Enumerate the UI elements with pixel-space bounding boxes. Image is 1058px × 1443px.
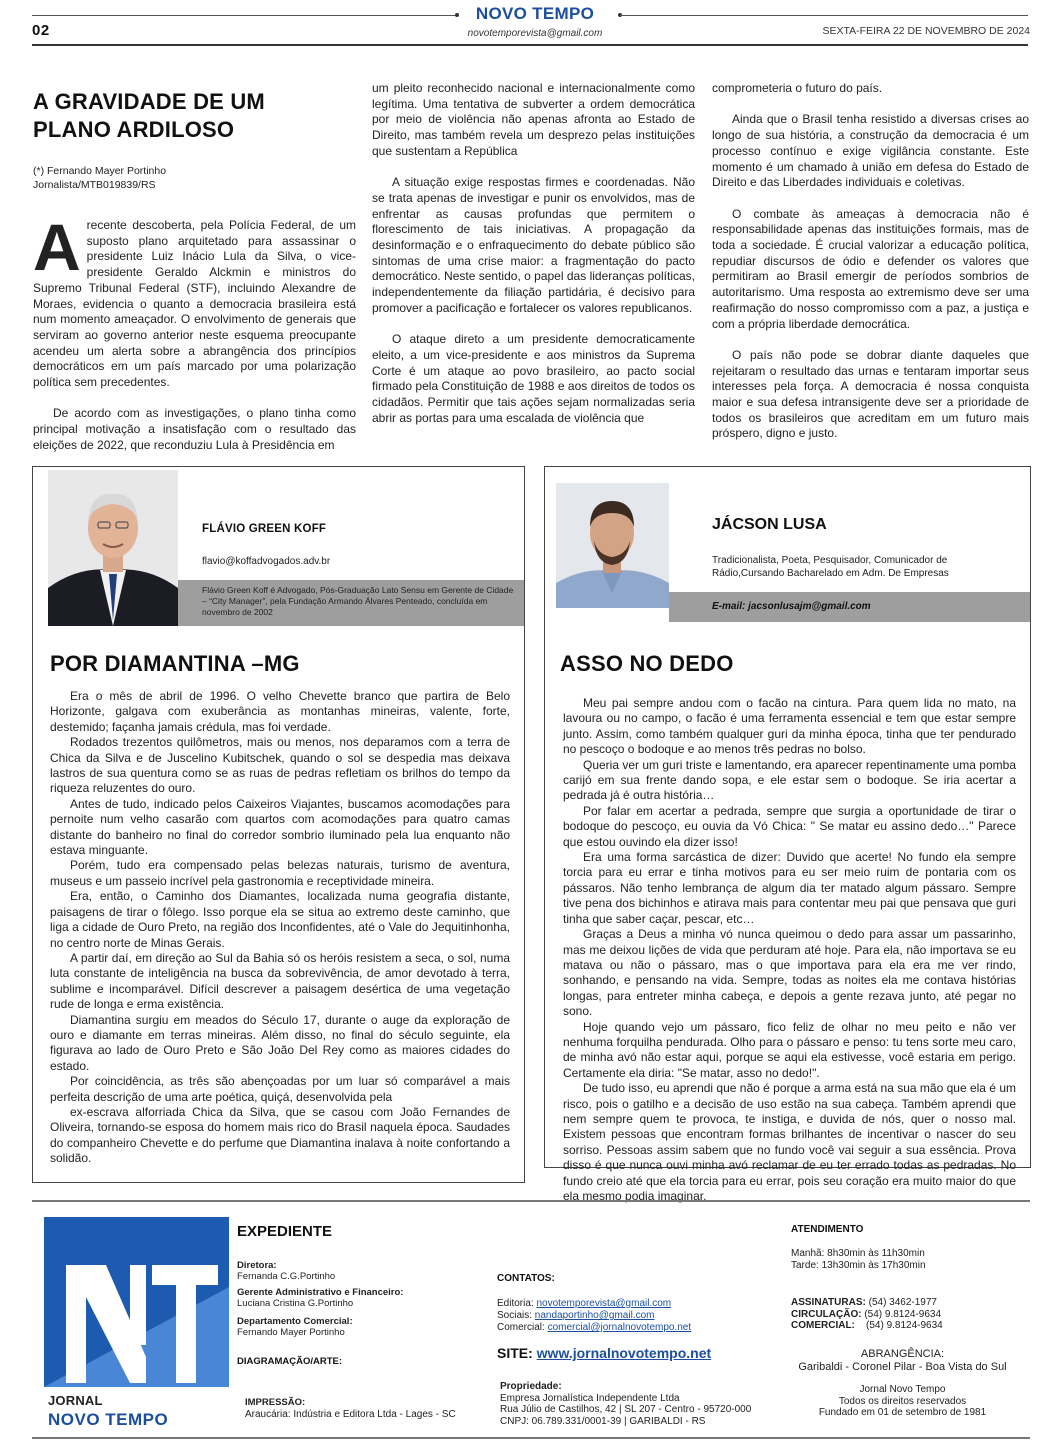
atendimento-heading: ATENDIMENTO	[791, 1224, 864, 1235]
contatos-list	[497, 1298, 691, 1334]
page-number: 02	[32, 22, 50, 39]
staff-value: Luciana Cristina G.Portinho	[237, 1298, 354, 1309]
prop-line: Empresa Jornalística Independente Ltda	[500, 1392, 680, 1404]
contact-label: Editoria:	[497, 1298, 534, 1309]
editoria-email-link[interactable]: novotemporevista@gmail.com	[536, 1298, 672, 1309]
drop-cap: A	[33, 210, 81, 284]
header-divider	[32, 44, 1028, 46]
hours-morning: Manhã: 8h30min às 11h30min	[791, 1248, 925, 1259]
columnist-name: FLÁVIO GREEN KOFF	[202, 523, 327, 535]
staff-label: Diretora:	[237, 1260, 277, 1271]
contatos-heading: CONTATOS:	[497, 1273, 555, 1284]
editorial-paragraph: De acordo com as investigações, o plano tinha como principal motivação a insatisfação com o resultado das eleições de 2022, que reconduziu Lula à Presidência em	[33, 406, 356, 452]
editorial-paragraph: um pleito reconhecido nacional e internacionalmente como legítima. Uma tentativa de subverter a ordem democrática por meio de violência não apenas afronta ao Estado de Direito, mas também revela um desprezo pelas instituições que sustentam a República	[372, 81, 695, 158]
article-paragraph: Meu pai sempre andou com o facão na cintura. Para quem lida no mato, na lavoura ou no campo, o facão é uma ferramenta essencial e tem que estar sempre junto. Assim, como também qualquer guri da minha época, tinha que ter pendurado no pescoço o bodoque e ao menos três pedras no bolso.	[563, 696, 1016, 757]
paper-title: NOVO TEMPO	[475, 4, 595, 23]
editorial-paragraph: Ainda que o Brasil tenha resistido a diversas crises ao longo de sua história, a construção da democracia é um processo contínuo e exige vigilância constante. Este momento é um chamado à união em defesa do Estado de Direito e das Liberdades individuais e coletivas.	[712, 112, 1029, 190]
abrangencia-label: ABRANGÊNCIA:	[860, 1348, 945, 1360]
columnist-photo	[556, 483, 669, 608]
site-link[interactable]: www.jornalnovotempo.net	[536, 1345, 712, 1361]
propriedade-block	[500, 1381, 751, 1427]
contact-label: Sociais:	[497, 1310, 533, 1321]
article-paragraph: Diamantina surgiu em meados do Século 17, durante o auge da exploração de ouro e diamante em terras mineiras. Além disso, no final do século seguinte, ela figurava ao lado de Ouro Preto e São João Del Rey como as maiores cidades do estado.	[50, 1012, 510, 1073]
abrangencia-block	[780, 1348, 1025, 1374]
copyright-line: Todos os direitos reservados	[838, 1395, 967, 1407]
staff-label: Departamento Comercial:	[237, 1316, 353, 1327]
editorial-paragraph: O país não pode se dobrar diante daqueles que rejeitaram o resultado das urnas e tentaram importar seus interesses pela força. A democracia é nossa conquista maior e sua defesa intransigente deve ser a prioridade de todos os brasileiros que acreditam em um futuro mais próspero, digno e justo.	[712, 347, 1029, 441]
header-rule-right	[620, 15, 1028, 16]
article-paragraph: Hoje quando vejo um pássaro, fico feliz de olhar no meu peito e não ver nenhuma forquilha pendurada. Olho para o pássaro e penso: tu tens sorte meu caro, de minha avó não estar aqui, porque se aqui ela estivesse, você estaria em perigo. Certamente ela diria: "Se matar, asso no dedo!".	[563, 1019, 1016, 1080]
columnist-name: JÁCSON LUSA	[712, 516, 827, 533]
expediente-heading: EXPEDIENTE	[237, 1223, 333, 1240]
article-paragraph: Era uma forma sarcástica de dizer: Duvido que acerte! No fundo ela sempre torcia para eu errar e tinha motivos para eu ser meio ruim de pontaria com os pássaros. Não tenho lembrança de algum dia ter matado algum pássaro. Sempre tive pena dos bichinhos e atirava mais para contentar meu pai que pensava que guri tinha que saber caçar, pescar, etc…	[563, 850, 1016, 926]
article-body	[50, 689, 510, 1167]
staff-departamento	[237, 1316, 353, 1338]
article-body	[563, 696, 1016, 1204]
prop-line: Rua Júlio de Castilhos, 42 | SL 207 - Centro - 95720-000	[500, 1404, 752, 1415]
editorial-author	[33, 164, 166, 192]
phone-label: COMERCIAL:	[791, 1320, 855, 1331]
footer-divider	[32, 1200, 1030, 1202]
author-name: (*) Fernando Mayer Portinho	[33, 165, 167, 177]
comercial-email-link[interactable]: comercial@jornalnovotempo.net	[547, 1322, 692, 1333]
article-paragraph: Rodados trezentos quilômetros, mais ou menos, nos deparamos com a terra de Chica da Silva e de Juscelino Kubitschek, quando o sol se despedia mas deixava lastros de sua quentura como se as ruas de pedras refletiam os brilhos do tempo da riqueza reluzentes do ouro.	[50, 735, 510, 796]
article-paragraph: Era, então, o Caminho dos Diamantes, localizada numa geografia distante, paisagens de tirar o fôlego. Isso porque ela se situa ao extremo deste caminho, que liga a cidade de Ouro Preto, na região dos Inconfidentes, até o Vale do Jequitinhonha, no centro norte de Minas Gerais.	[50, 889, 510, 950]
columnist-photo	[48, 470, 178, 626]
article-title: POR DIAMANTINA –MG	[50, 651, 300, 676]
staff-impressao	[245, 1397, 456, 1421]
abrangencia-value: Garibaldi - Coronel Pilar - Boa Vista do Sul	[798, 1361, 1007, 1373]
hours-afternoon: Tarde: 13h30min às 17h30min	[791, 1260, 926, 1271]
atendimento-hours	[791, 1248, 926, 1272]
contact-label: Comercial:	[497, 1322, 545, 1333]
editorial-paragraph: O combate às ameaças à democracia não é responsabilidade apenas das instituições formais, mas de toda a sociedade. É crucial valorizar a educação política, repudiar discursos de ódio e defender os valores que permitiram ao Brasil emergir de períodos sombrios de autoritarismo. Uma resposta ao extremismo deve ser uma reafirmação do nosso compromisso com a paz, a justiça e com a própria liberdade democrática.	[712, 206, 1029, 331]
staff-value: Fernanda C.G.Portinho	[237, 1271, 336, 1282]
prop-line: CNPJ: 06.789.331/0001-39 | GARIBALDI - RS	[500, 1415, 706, 1427]
phone-value: (54) 9.8124-9634	[866, 1320, 943, 1331]
article-paragraph: Porém, tudo era compensado pelas belezas naturais, turismo de aventura, museus e um passeio incrível pela gastronomia e receptividade mineira.	[50, 858, 510, 888]
site-line	[497, 1345, 711, 1361]
staff-diretora	[237, 1260, 335, 1282]
footer-bottom-rule	[32, 1437, 1030, 1439]
site-label: SITE:	[497, 1345, 533, 1361]
staff-gerente	[237, 1287, 403, 1309]
editorial-paragraph	[33, 210, 356, 391]
staff-label: Gerente Administrativo e Financeiro:	[237, 1287, 404, 1298]
article-paragraph: A partir daí, em direção ao Sul da Bahia só os heróis resistem a seca, o sol, numa luta constante de inteligência na busca da sobrevivência, de amor devotado à terra, sublime e incomparável. Difícil descrever a paisagem desértica de uma vegetação rude de longa e erma existência.	[50, 950, 510, 1012]
staff-value: Araucária: Indústria e Editora Ltda - Lages - SC	[245, 1409, 456, 1420]
logo-label-jornal: JORNAL	[48, 1393, 103, 1408]
phone-label: CIRCULAÇÃO:	[791, 1308, 862, 1320]
phone-label: ASSINATURAS:	[791, 1297, 866, 1308]
copyright-block	[780, 1384, 1025, 1419]
article-title: ASSO NO DEDO	[560, 651, 734, 676]
editorial-title: A GRAVIDADE DE UM PLANO ARDILOSO	[33, 89, 265, 142]
logo-label-novo-tempo: NOVO TEMPO	[48, 1410, 169, 1429]
editorial-column-2	[372, 81, 695, 426]
header-rule-left	[32, 15, 457, 16]
article-paragraph: Antes de tudo, indicado pelos Caixeiros Viajantes, buscamos acomodações para pernoite num velho casarão com quartos com acomodações para quatro camas distante do banheiro no final do corredor sombrio iluminado pela lua enquanto não estava minguante.	[50, 796, 510, 858]
staff-value: Fernando Mayer Portinho	[237, 1327, 345, 1338]
article-paragraph: Queria ver um guri triste e lamentando, era aparecer repentinamente uma pomba carijó em sua frente dando sopa, e ele estar sem o bodoque. Se iria acertar a pedrada já é outra história…	[563, 757, 1016, 803]
phone-value: (54) 9.8124-9634	[864, 1308, 942, 1320]
staff-label: IMPRESSÃO:	[245, 1397, 306, 1408]
prop-label: Propriedade:	[500, 1381, 562, 1392]
editorial-column-3	[712, 81, 1029, 442]
copyright-line: Jornal Novo Tempo	[859, 1384, 946, 1395]
article-paragraph: Por falar em acertar a pedrada, sempre que surgia a oportunidade de tirar o bodoque do pescoço, eu ouvia da Vó Chica: " Se matar eu assino dedo…" Parece que estou ouvindo ela dizer isso!	[563, 803, 1016, 849]
article-paragraph: Era o mês de abril de 1996. O velho Chevette branco que partira de Belo Horizonte, galgava com exuberância as montanhas mineiras, valente, forte, destemido; façanha jamais crédula, mas foi verdade.	[50, 689, 510, 734]
columnist-bio: Tradicionalista, Poeta, Pesquisador, Comunicador de Rádio,Cursando Bacharelado em Adm. De Empresas	[712, 555, 949, 579]
article-paragraph: Por coincidência, as três são abençoadas por um luar só comparável a mais perfeita descrição de uma arte poética, quiçá, desenvolvida pela	[50, 1074, 510, 1104]
editorial-paragraph: comprometeria o futuro do país.	[712, 81, 883, 95]
columnist-email[interactable]: E-mail: jacsonlusajm@gmail.com	[712, 601, 871, 612]
copyright-line: Fundado em 01 de setembro de 1981	[818, 1407, 987, 1418]
article-paragraph: ex-escrava alforriada Chica da Silva, que se casou com João Fernandes de Oliveira, tornando-se esposa do homem mais rico do Brasil naquela época. Saudades do companheiro Chevette e do perfume que Diamantina inalava à noite confortando a solidão.	[50, 1104, 510, 1166]
staff-diagramacao: DIAGRAMAÇÃO/ARTE:	[237, 1356, 343, 1367]
columnist-bio: Flávio Green Koff é Advogado, Pós-Graduação Lato Sensu em Gerente de Cidade – “City Manager”, pela Fundação Armando Álvares Penteado, concluída em novembro de 2002	[202, 585, 514, 617]
article-paragraph: Graças a Deus a minha vó nunca queimou o dedo para assar um passarinho, mas me deixou lições de vida que perduram até hoje. Para ela, não importava se eu matava ou não o pássaro, mas o que importava para ela era me ver rindo, sonhando, e pensando na vida. Sempre, todas as noites ela me contava histórias longas, para entreter minha cabeça, e depois a gente rezava junto, até pegar no sono.	[563, 927, 1016, 1019]
editorial-paragraph: A situação exige respostas firmes e coordenadas. Não se trata apenas de investigar e punir os envolvidos, mas de enfrentar as causas profundas que permitem o florescimento de tais iniciativas. A propagação da desinformação e o enfraquecimento do debate público são sintomas de uma crise maior: a fragmentação do pacto democrático. Neste sentido, o papel das lideranças políticas, independentemente da filiação partidária, é decisivo para promover a pacificação e fortalecer os valores republicanos.	[372, 175, 695, 315]
header-date: SEXTA-FEIRA 22 DE NOVEMBRO DE 2024	[822, 25, 1030, 37]
sociais-email-link[interactable]: nandaportinho@gmail.com	[534, 1310, 655, 1321]
article-paragraph: De tudo isso, eu aprendi que não é porque a arma está na sua mão que ela é um risco, pois o gatilho e a decisão de uso estão na sua cabeça. Também aprendi que nem sempre quem te provoca, te instiga, e duvida de nós, quer o nosso mal. Existem pessoas que encontram formas brilhantes de incentivar o nascer do seu sorriso. Pessoas assim sabem que no fundo você vai seguir a sua essência. Prova disso é que nunca ouvi minha avó reclamar de eu ter errado todas as pedradas. No fundo creio até que ela torcia para eu errar, pois seu coração era muito maior do que ela mesmo podia imaginar.	[563, 1081, 1016, 1203]
editorial-column-1	[33, 210, 356, 454]
paragraph-text: recente descoberta, pela Polícia Federal, de um suposto plano arquitetado para assassinar o presidente Luiz Inácio Lula da Silva, o vice-presidente Geraldo Alckmin e ministros do Supremo Tribunal Federal (STF), incluindo Alexandre de Moraes, evidencia o quanto a democracia brasileira está num momento ameaçador. O envolvimento de generais que serviram ao governo anterior neste esquema preocupante acendeu um alerta sobre a abrangência dos princípios democráticos em um país marcado por uma polarização política sem precedentes.	[33, 218, 356, 390]
phone-list	[791, 1297, 943, 1332]
editorial-paragraph: O ataque direto a um presidente democraticamente eleito, a um vice-presidente e aos ministros da Suprema Corte é um ataque ao povo brasileiro, ao pacto social firmado pela Constituição de 1988 e aos direitos de todos os cidadãos. Permitir que tais ações sejam normalizadas seria abrir as portas para uma escalada de violência que	[372, 332, 695, 425]
columnist-email[interactable]: flavio@koffadvogados.adv.br	[202, 556, 331, 567]
header-email[interactable]: novotemporevista@gmail.com	[467, 28, 603, 39]
author-credential: Jornalista/MTB019839/RS	[33, 179, 156, 191]
phone-value: (54) 3462-1977	[868, 1297, 937, 1308]
